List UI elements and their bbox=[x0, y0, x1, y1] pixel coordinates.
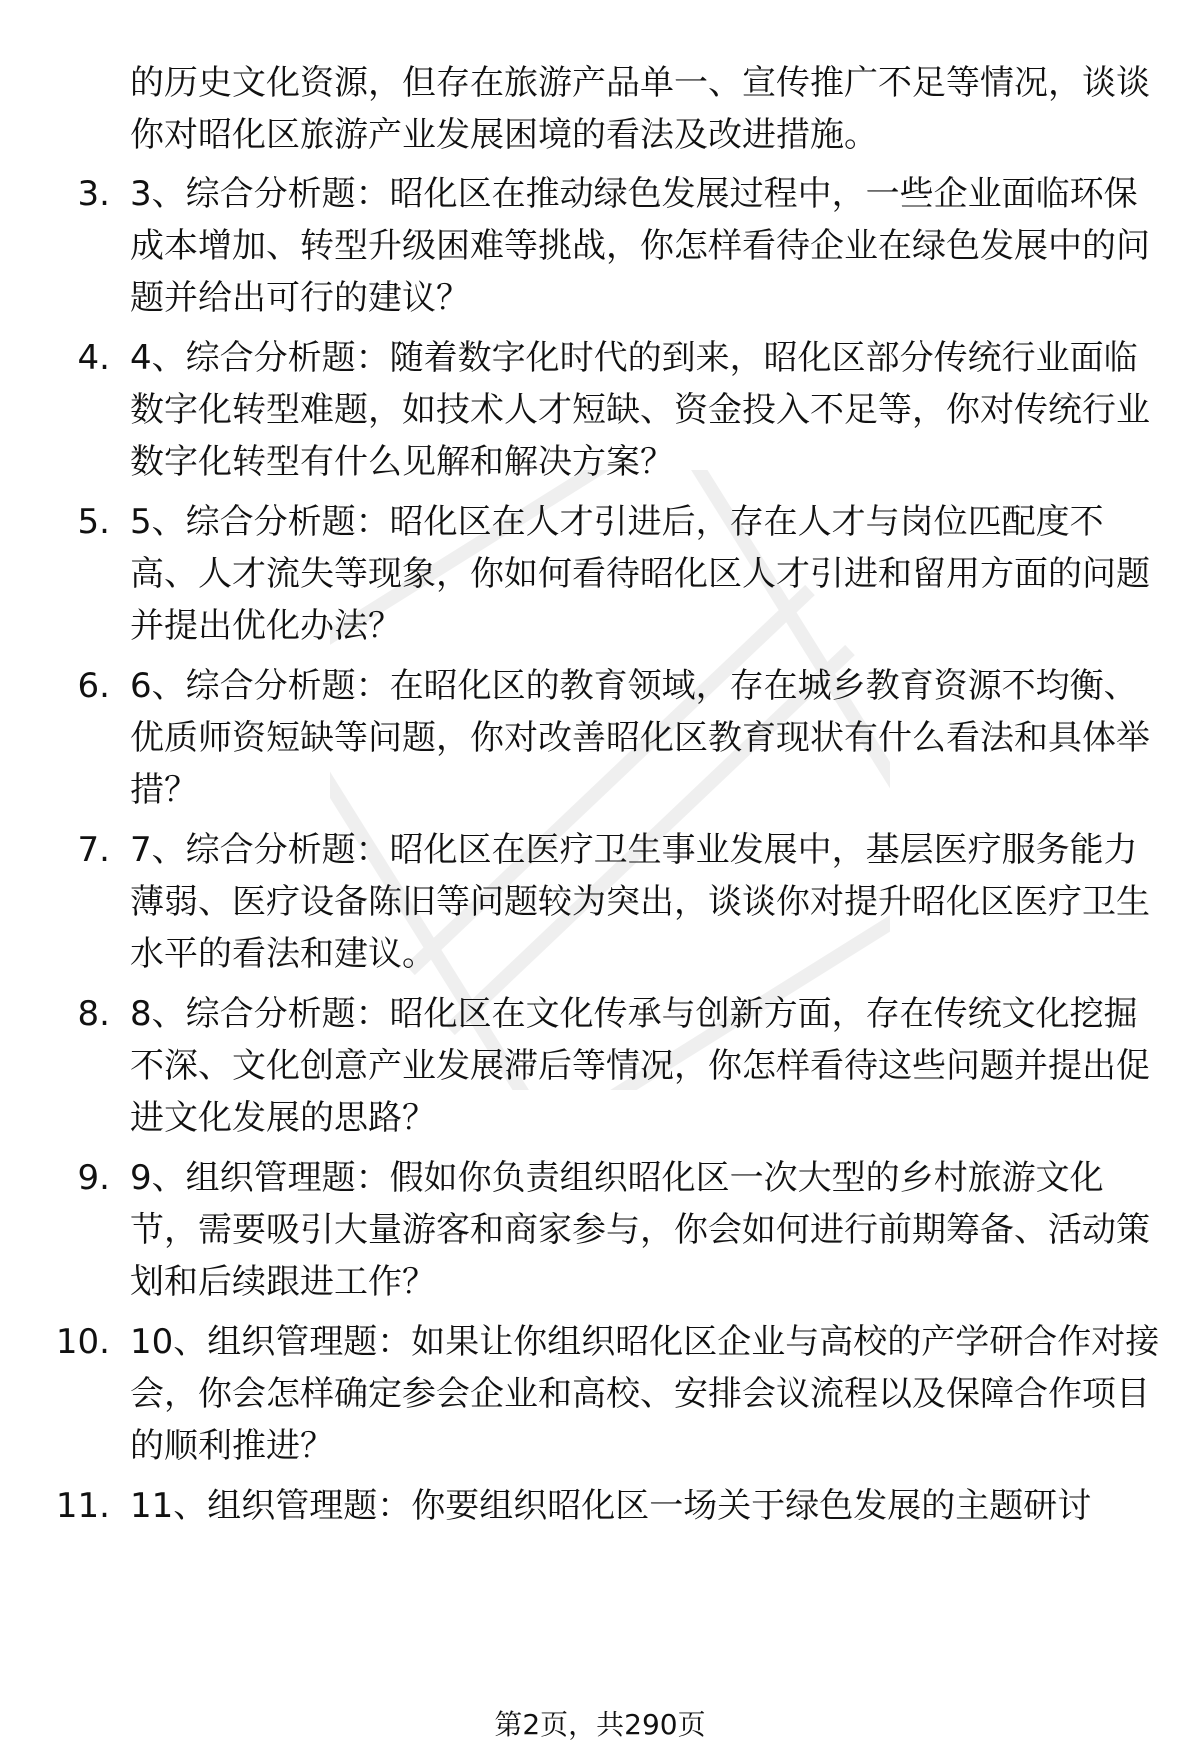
list-number: 7. bbox=[77, 830, 110, 870]
question-text: 7、综合分析题：昭化区在医疗卫生事业发展中，基层医疗服务能力薄弱、医疗设备陈旧等问题较为突出，谈谈你对提升昭化区医疗卫生水平的看法和建议。 bbox=[130, 830, 1150, 974]
list-number: 5. bbox=[77, 502, 110, 542]
question-text: 8、综合分析题：昭化区在文化传承与创新方面，存在传统文化挖掘不深、文化创意产业发展滞后等情况，你怎样看待这些问题并提出促进文化发展的思路？ bbox=[130, 994, 1150, 1138]
question-text: 6、综合分析题：在昭化区的教育领域，存在城乡教育资源不均衡、优质师资短缺等问题，你对改善昭化区教育现状有什么看法和具体举措？ bbox=[130, 666, 1150, 810]
question-2-continuation: 的历史文化资源，但存在旅游产品单一、宣传推广不足等情况，谈谈你对昭化区旅游产业发展困境的看法及改进措施。 bbox=[130, 63, 1150, 155]
page-footer: 第2页，共290页 bbox=[494, 1708, 706, 1741]
list-number: 4. bbox=[77, 338, 110, 378]
question-text: 4、综合分析题：随着数字化时代的到来，昭化区部分传统行业面临数字化转型难题，如技术人才短缺、资金投入不足等，你对传统行业数字化转型有什么见解和解决方案？ bbox=[130, 338, 1150, 482]
list-number: 3. bbox=[77, 174, 110, 214]
list-number: 11. bbox=[55, 1486, 110, 1526]
list-number: 6. bbox=[77, 666, 110, 706]
question-text: 5、综合分析题：昭化区在人才引进后，存在人才与岗位匹配度不高、人才流失等现象，你如何看待昭化区人才引进和留用方面的问题并提出优化办法？ bbox=[130, 502, 1150, 646]
list-number: 8. bbox=[77, 994, 110, 1034]
question-text: 11、组织管理题：你要组织昭化区一场关于绿色发展的主题研讨 bbox=[130, 1486, 1092, 1526]
list-number: 10. bbox=[55, 1322, 110, 1362]
question-text: 10、组织管理题：如果让你组织昭化区企业与高校的产学研合作对接会，你会怎样确定参会企业和高校、安排会议流程以及保障合作项目的顺利推进？ bbox=[130, 1322, 1160, 1466]
list-number: 9. bbox=[77, 1158, 110, 1198]
question-text: 9、组织管理题：假如你负责组织昭化区一次大型的乡村旅游文化节，需要吸引大量游客和商家参与，你会如何进行前期筹备、活动策划和后续跟进工作？ bbox=[130, 1158, 1150, 1302]
question-text: 3、综合分析题：昭化区在推动绿色发展过程中，一些企业面临环保成本增加、转型升级困难等挑战，你怎样看待企业在绿色发展中的问题并给出可行的建议？ bbox=[130, 174, 1150, 318]
